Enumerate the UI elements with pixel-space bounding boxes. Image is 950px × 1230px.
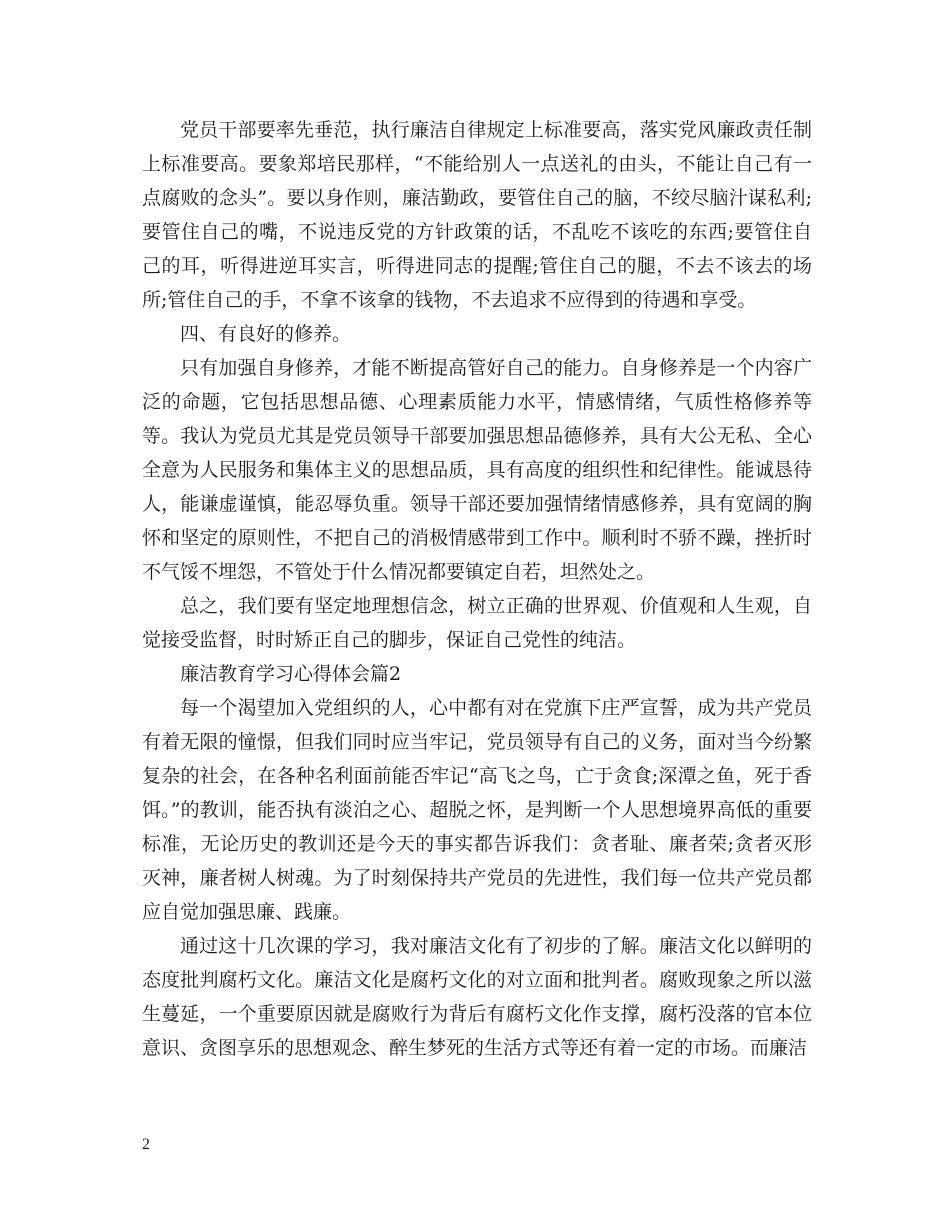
paragraph-party-aspiration: 每一个渴望加入党组织的人，心中都有对在党旗下庄严宣誓，成为共产党员有着无限的憧憬，但我们同时应当牢记，党员领导有自己的义务，面对当今纷繁复杂的社会，在各种名利面前能否牢记“高飞之鸟，亡于贪食;深潭之鱼，死于香饵。”的教训，能否执有淡泊之心、超脱之怀，是判断一个人思想境界高低的重要标准，无论历史的教训还是今天的事实都告诉我们：贪者耻、廉者荣;贪者灭形灭神，廉者树人树魂。为了时刻保持共产党员的先进性，我们每一位共产党员都应自觉加强思廉、践廉。 <box>142 697 812 923</box>
section-heading-cultivation: 四、有良好的修养。 <box>180 323 352 345</box>
page-number: 2 <box>142 1136 150 1153</box>
paragraph-discipline: 党员干部要率先垂范，执行廉洁自律规定上标准要高，落实党风廉政责任制上标准要高。要象郑培民那样，“不能给别人一点送礼的由头，不能让自己有一点腐败的念头”。要以身作则，廉洁勤政，要管住自己的脑，不绞尽脑汁谋私利;要管住自己的嘴，不说违反党的方针政策的话，不乱吃不该吃的东西;要管住自己的耳，听得进逆耳实言，听得进同志的提醒;管住自己的腿，不去不该去的场所;管住自己的手，不拿不该拿的钱物，不去追求不应得到的待遇和享受。 <box>142 119 812 311</box>
document-body <box>142 113 812 1065</box>
paragraph-conclusion: 总之，我们要有坚定地理想信念，树立正确的世界观、价值观和人生观，自觉接受监督，时时矫正自己的脚步，保证自己党性的纯洁。 <box>142 595 812 651</box>
paragraph-self-cultivation: 只有加强自身修养，才能不断提高管好自己的能力。自身修养是一个内容广泛的命题，它包括思想品德、心理素质能力水平，情感情绪，气质性格修养等等。我认为党员尤其是党员领导干部要加强思想品德修养，具有大公无私、全心全意为人民服务和集体主义的思想品质，具有高度的组织性和纪律性。能诚恳待人，能谦虚谨慎，能忍辱负重。领导干部还要加强情绪情感修养，具有宽阔的胸怀和坚定的原则性，不把自己的消极情感带到工作中。顺利时不骄不躁，挫折时不气馁不埋怨，不管处于什么情况都要镇定自若，坦然处之。 <box>142 357 812 583</box>
article-title-part-2: 廉洁教育学习心得体会篇2 <box>180 663 402 685</box>
paragraph-integrity-culture: 通过这十几次课的学习，我对廉洁文化有了初步的了解。廉洁文化以鲜明的态度批判腐朽文化。廉洁文化是腐朽文化的对立面和批判者。腐败现象之所以滋生蔓延，一个重要原因就是腐败行为背后有腐朽文化作支撑，腐朽没落的官本位意识、贪图享乐的思想观念、醉生梦死的生活方式等还有着一定的市场。而廉洁 <box>142 935 812 1059</box>
